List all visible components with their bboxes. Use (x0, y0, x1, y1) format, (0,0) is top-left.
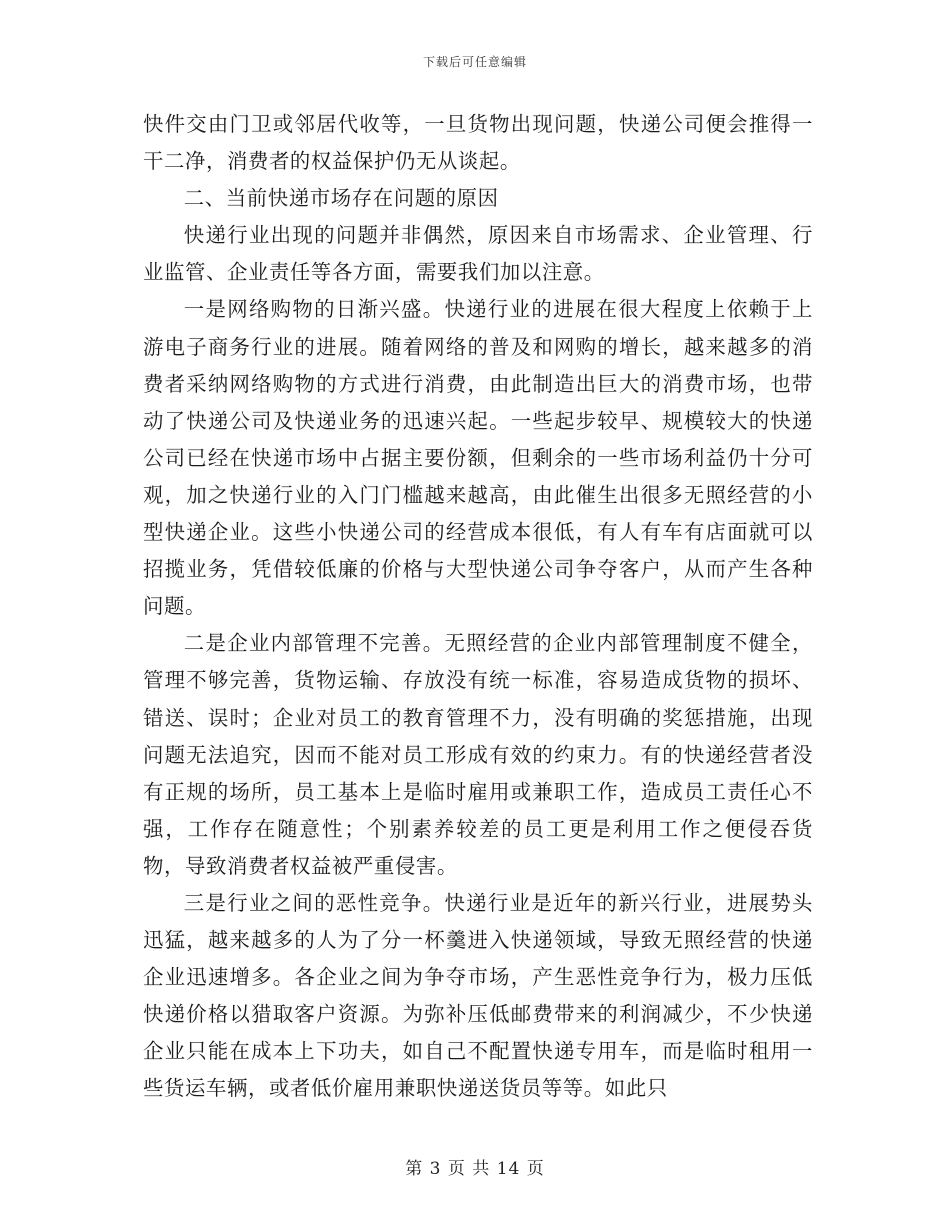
paragraph-1: 快件交由门卫或邻居代收等，一旦货物出现问题，快递公司便会推得一干二净，消费者的权益保护仍无从谈起。 (143, 112, 813, 174)
paragraph-5: 三是行业之间的恶性竞争。快递行业是近年的新兴行业，进展势头迅猛，越来越多的人为了分一杯羹进入快递领域，导致无照经营的快递企业迅速增多。各企业之间为争夺市场，产生恶性竞争行为，极力压低快递价格以猎取客户资源。为弥补压低邮费带来的利润减少，不少快递企业只能在成本上下功夫，如自己不配置快递专用车，而是临时租用一些货运车辆，或者低价雇用兼职快递送货员等等。如此只 (143, 890, 813, 1101)
paragraph-4: 二是企业内部管理不完善。无照经营的企业内部管理制度不健全，管理不够完善，货物运输、存放没有统一标准，容易造成货物的损坏、错送、误时；企业对员工的教育管理不力，没有明确的奖惩措施，出现问题无法追究，因而不能对员工形成有效的约束力。有的快递经营者没有正规的场所，员工基本上是临时雇用或兼职工作，造成员工责任心不强，工作存在随意性；个别素养较差的员工更是利用工作之便侵吞货物，导致消费者权益被严重侵害。 (143, 631, 813, 878)
document-body (143, 106, 813, 1108)
paragraph-3: 一是网络购物的日渐兴盛。快递行业的进展在很大程度上依赖于上游电子商务行业的进展。随着网络的普及和网购的增长，越来越多的消费者采纳网络购物的方式进行消费，由此制造出巨大的消费市场，也带动了快递公司及快递业务的迅速兴起。一些起步较早、规模较大的快递公司已经在快递市场中占据主要份额，但剩余的一些市场利益仍十分可观，加之快递行业的入门门槛越来越高，由此催生出很多无照经营的小型快递企业。这些小快递公司的经营成本很低，有人有车有店面就可以招揽业务，凭借较低廉的价格与大型快递公司争夺客户，从而产生各种问题。 (143, 297, 813, 619)
paragraph-2: 快递行业出现的问题并非偶然，原因来自市场需求、企业管理、行业监管、企业责任等各方面，需要我们加以注意。 (143, 223, 813, 285)
page-header: 下载后可任意编辑 (422, 55, 527, 69)
page-number-footer: 第 3 页 共 14 页 (405, 1159, 545, 1179)
section-heading: 二、当前快递市场存在问题的原因 (183, 186, 499, 211)
